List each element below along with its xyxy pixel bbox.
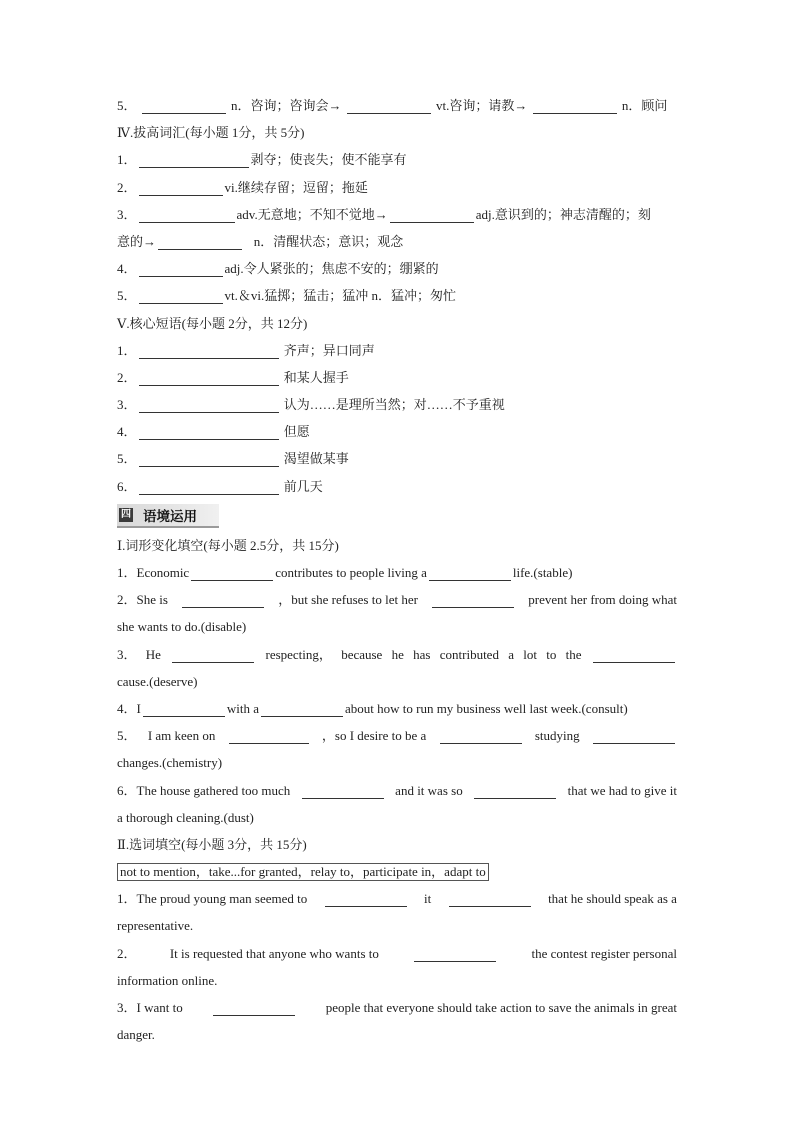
section5-item-6: 6． 前几天: [117, 478, 323, 494]
part2-question-2: 2． It is requested that anyone who wants to the contest register personal: [117, 945, 677, 961]
answer-blank[interactable]: [139, 423, 279, 440]
answer-blank[interactable]: [139, 342, 279, 359]
section4-item-1: 1． 剥夺；使丧失；使不能享有: [117, 152, 407, 168]
word-box-row: [117, 858, 677, 885]
item-text: vt.咨询；请教→: [436, 98, 528, 113]
vocab-item-5: [117, 92, 677, 119]
answer-blank[interactable]: [533, 97, 617, 114]
part2-question-1-cont: representative.: [117, 918, 194, 934]
section-number-icon: 四: [121, 508, 131, 520]
answer-blank[interactable]: [139, 260, 223, 277]
part1-question-5-cont: changes.(chemistry): [117, 755, 223, 771]
answer-blank[interactable]: [139, 396, 279, 413]
part1-question-6: 6．The house gathered too much and it was so that we had to give it: [117, 782, 677, 798]
part1-question-3: 3． He respecting， because he has contributed a lot to the: [117, 641, 677, 668]
banner-title: 语境运用: [143, 508, 197, 525]
answer-blank[interactable]: [139, 206, 235, 223]
section5-item-4: 4． 但愿: [117, 424, 310, 440]
section4-item-5: 5． vt.＆vi.猛掷；猛击；猛冲 n．猛冲；匆忙: [117, 288, 456, 304]
part1-question-4: 4．I with a about how to run my business well last week.(consult): [117, 700, 628, 716]
section5-item-5: 5． 渴望做某事: [117, 451, 349, 467]
answer-blank[interactable]: [449, 890, 531, 907]
item-text: n．顾问: [621, 98, 668, 113]
worksheet-page: [117, 92, 677, 1048]
section-heading: Ⅱ.选词填空(每小题 3分，共 15分): [117, 836, 307, 852]
answer-blank[interactable]: [302, 782, 384, 799]
answer-blank[interactable]: [261, 700, 343, 717]
section5-item-3: 3． 认为……是理所当然；对……不予重视: [117, 397, 505, 413]
answer-blank[interactable]: [229, 727, 309, 744]
part2-question-2-cont: information online.: [117, 972, 218, 988]
part1-question-6-cont: a thorough cleaning.(dust): [117, 809, 254, 825]
section-heading: Ⅰ.词形变化填空(每小题 2.5分，共 15分): [117, 537, 339, 553]
answer-blank[interactable]: [432, 591, 514, 608]
section4-item-3: 3． adv.无意地；不知不觉地→ adj.意识到的；神志清醒的；刻: [117, 206, 651, 222]
section-heading: Ⅴ.核心短语(每小题 2分，共 12分): [117, 315, 308, 331]
answer-blank[interactable]: [213, 999, 295, 1016]
answer-blank[interactable]: [139, 450, 279, 467]
part1-question-2: 2．She is ，but she refuses to let her prevent her from doing what: [117, 592, 677, 608]
answer-blank[interactable]: [172, 646, 254, 663]
section4-item-3-cont: 意的→ n．清醒状态；意识；观念: [117, 233, 404, 249]
part1-question-3-cont: cause.(deserve): [117, 673, 198, 689]
answer-blank[interactable]: [390, 206, 474, 223]
answer-blank[interactable]: [440, 727, 522, 744]
part2-question-3: 3．I want to people that everyone should take action to save the animals in great: [117, 1000, 677, 1015]
answer-blank[interactable]: [325, 890, 407, 907]
answer-blank[interactable]: [158, 233, 242, 250]
answer-blank[interactable]: [139, 369, 279, 386]
answer-blank[interactable]: [139, 287, 223, 304]
item-number: 5．: [117, 98, 137, 113]
part2-question-3-cont: danger.: [117, 1027, 155, 1043]
part1-question-2-cont: she wants to do.(disable): [117, 619, 247, 635]
answer-blank[interactable]: [182, 591, 264, 608]
answer-blank[interactable]: [593, 727, 675, 744]
section5-item-1: 1． 齐声；异口同声: [117, 342, 375, 358]
section5-item-2: 2． 和某人握手: [117, 369, 349, 385]
answer-blank[interactable]: [143, 700, 225, 717]
section-heading: Ⅳ.拔高词汇(每小题 1分，共 5分): [117, 125, 305, 141]
answer-blank[interactable]: [139, 151, 249, 168]
answer-blank[interactable]: [429, 564, 511, 581]
part1-question-1: 1．Economic contributes to people living a life.(stable): [117, 565, 573, 580]
answer-blank[interactable]: [414, 945, 496, 962]
word-bank-box: not to mention，take...for granted，relay to，participate in，adapt to: [117, 863, 489, 881]
answer-blank[interactable]: [142, 97, 226, 114]
answer-blank[interactable]: [191, 564, 273, 581]
answer-blank[interactable]: [139, 179, 223, 196]
section-banner: [117, 504, 219, 528]
answer-blank[interactable]: [347, 97, 431, 114]
answer-blank[interactable]: [139, 478, 279, 495]
answer-blank[interactable]: [593, 646, 675, 663]
item-text: n．咨询；咨询会→: [231, 98, 342, 113]
section4-item-2: 2． vi.继续存留；逗留；拖延: [117, 179, 368, 195]
section4-item-4: 4． adj.令人紧张的；焦虑不安的；绷紧的: [117, 261, 439, 277]
answer-blank[interactable]: [474, 782, 556, 799]
part1-question-5: 5． I am keen on ，so I desire to be a studying: [117, 722, 677, 749]
part2-question-1: 1．The proud young man seemed to it that he should speak as a: [117, 891, 677, 907]
